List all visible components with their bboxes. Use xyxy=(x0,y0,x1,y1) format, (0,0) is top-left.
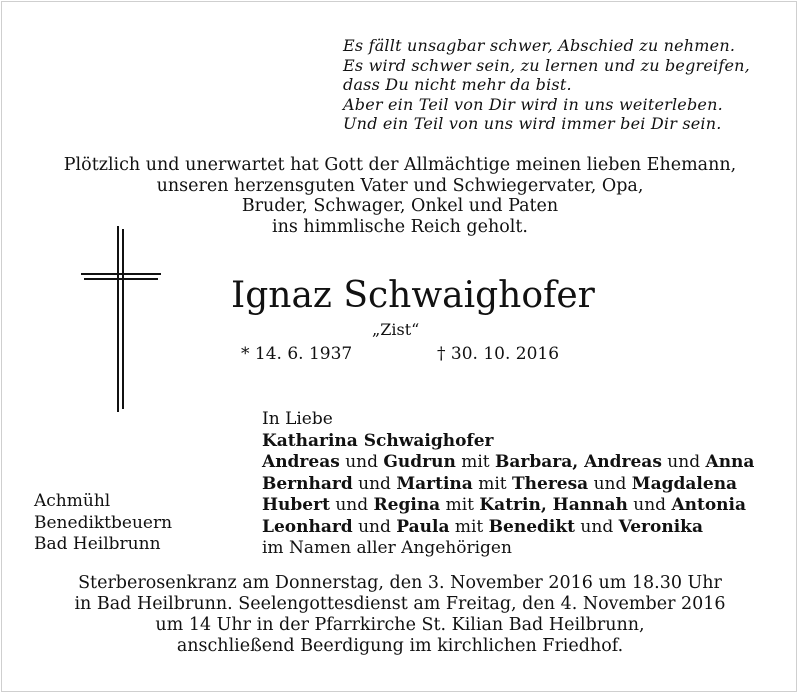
in-love-line: In Liebe xyxy=(262,409,333,429)
cross-horizontal-bar xyxy=(84,278,158,280)
notice-line: Sterberosenkranz am Donnerstag, den 3. November 2016 um 18.30 Uhr xyxy=(78,573,722,593)
place-item: Achmühl xyxy=(34,491,111,511)
cross-horizontal-bar xyxy=(81,273,161,275)
family-line: Hubert und Regina mit Katrin, Hannah und Antonia xyxy=(262,495,747,515)
poem-line: Es fällt unsagbar schwer, Abschied zu nehmen. xyxy=(343,36,736,55)
poem-line: Es wird schwer sein, zu lernen und zu begreifen, xyxy=(343,55,750,75)
closing-line: im Namen aller Angehörigen xyxy=(262,538,512,558)
intro-text xyxy=(0,155,800,238)
poem-line: Und ein Teil von uns wird immer bei Dir sein. xyxy=(343,114,722,134)
place-item: Bad Heilbrunn xyxy=(34,534,161,554)
family-line: Bernhard und Martina mit Theresa und Magdalena xyxy=(262,473,738,494)
notice-line: in Bad Heilbrunn. Seelengottesdienst am Freitag, den 4. November 2016 xyxy=(74,594,726,614)
birth-date: * 14. 6. 1937 xyxy=(241,344,353,364)
intro-line: Bruder, Schwager, Onkel und Paten xyxy=(241,196,559,217)
notice-line: um 14 Uhr in der Pfarrkirche St. Kilian Bad Heilbrunn, xyxy=(155,615,645,635)
service-notice xyxy=(0,573,800,657)
mourners-list xyxy=(262,409,792,560)
death-date: † 30. 10. 2016 xyxy=(437,344,560,364)
intro-line: ins himmlische Reich geholt. xyxy=(272,217,528,238)
family-line: Leonhard und Paula mit Benedikt und Veronika xyxy=(262,516,703,537)
intro-line: unseren herzensguten Vater und Schwiegervater, Opa, xyxy=(156,175,644,196)
wife-name: Katharina Schwaighofer xyxy=(262,430,494,451)
places-list xyxy=(34,491,172,556)
cross-vertical-bar xyxy=(122,229,124,409)
poem-line: Aber ein Teil von Dir wird in uns weiterleben. xyxy=(343,94,723,114)
cross-vertical-bar xyxy=(117,226,119,412)
intro-line: Plötzlich und unerwartet hat Gott der Allmächtige meinen lieben Ehemann, xyxy=(63,155,737,175)
deceased-name: Ignaz Schwaighofer xyxy=(231,275,595,316)
place-item: Benediktbeuern xyxy=(34,512,173,533)
poem xyxy=(343,36,783,134)
family-line: Andreas und Gudrun mit Barbara, Andreas und Anna xyxy=(262,452,755,472)
poem-line: dass Du nicht mehr da bist. xyxy=(343,75,572,95)
deceased-nickname: „Zist“ xyxy=(372,320,420,339)
notice-line: anschließend Beerdigung im kirchlichen Friedhof. xyxy=(176,636,624,656)
